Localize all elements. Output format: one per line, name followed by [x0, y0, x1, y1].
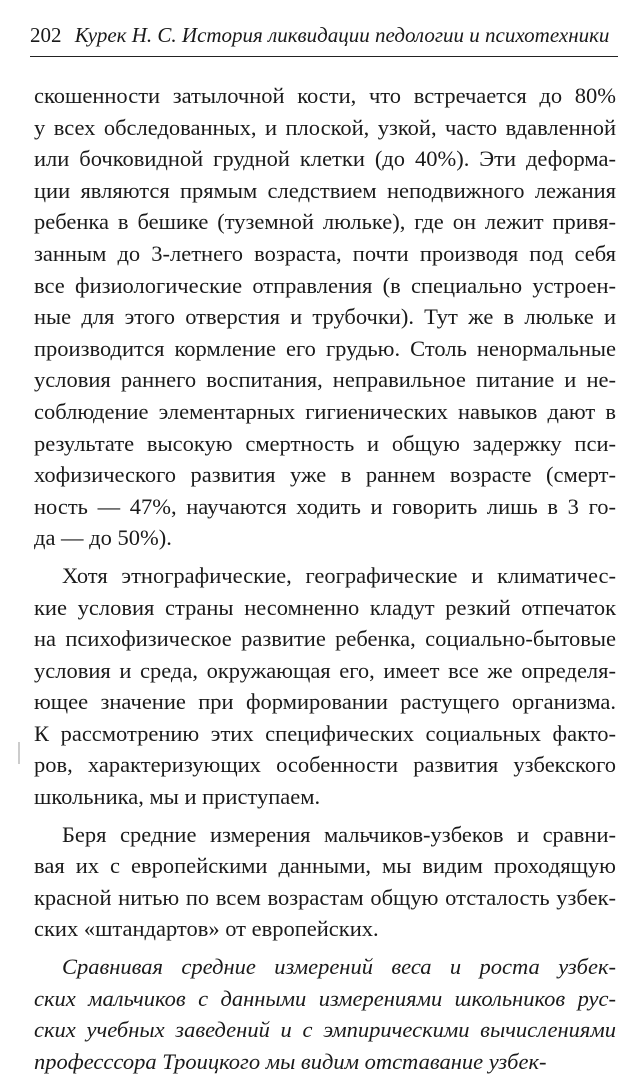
text-line: все физиологические отправления (в специально устроен-: [34, 272, 616, 298]
text-line: школьника, мы и приступаем.: [34, 784, 321, 810]
text-line: Хотя этнографические, географические и климатичес-: [62, 562, 616, 588]
text-line: ских «штандартов» от европейских.: [34, 916, 379, 942]
text-line: професссора Троицкого мы видим отставание узбек-: [34, 1048, 547, 1074]
text-line: соблюдение элементарных гигиенических навыков дают в: [34, 398, 616, 424]
text-line: Беря средние измерения мальчиков-узбеков и сравни-: [62, 821, 616, 847]
text-line: условия раннего воспитания, неправильное питание и не-: [34, 367, 616, 393]
text-line: условия и среда, окружающая его, имеет все же определя-: [34, 657, 616, 683]
text-line: кие условия страны несомненно кладут резкий отпечаток: [34, 594, 616, 620]
running-title: Курек Н. С. История ликвидации педологии и психотехники: [74, 23, 610, 47]
page-number: 202: [30, 23, 62, 47]
text-line: производится кормление его грудью. Столь ненормальные: [34, 335, 616, 361]
text-line: или бочковидной грудной клетки (до 40%). Эти деформа-: [34, 146, 616, 172]
text-line: К рассмотрению этих специфических социальных факто-: [34, 720, 616, 746]
paragraph: [34, 951, 616, 1077]
body-text: [34, 80, 616, 1077]
text-line: ность — 47%, научаются ходить и говорить лишь в 3 го-: [34, 493, 616, 519]
text-line: Сравнивая средние измерений веса и роста узбек-: [62, 954, 616, 980]
text-line: ров, характеризующих особенности развития узбекского: [34, 752, 616, 778]
text-line: на психофизическое развитие ребенка, социально-бытовые: [34, 626, 616, 652]
text-line: ции являются прямым следствием неподвижного лежания: [34, 177, 616, 203]
paragraph: [34, 819, 616, 945]
text-line: результате высокую смертность и общую задержку пси-: [34, 430, 616, 456]
text-line: вая их с европейскими данными, мы видим проходящую: [34, 853, 616, 879]
paragraph: [34, 80, 616, 554]
text-line: у всех обследованных, и плоской, узкой, часто вдавленной: [34, 114, 616, 140]
header-rule: [30, 56, 618, 57]
text-line: занным до 3-летнего возраста, почти производя под себя: [34, 240, 616, 266]
text-line: ющее значение при формировании растущего организма.: [34, 689, 616, 715]
text-line: ребенка в бешике (туземной люльке), где он лежит привя-: [34, 209, 616, 235]
text-line: ских учебных заведений и с эмпирическими вычислениями: [34, 1017, 616, 1043]
text-line: скошенности затылочной кости, что встречается до 80%: [34, 83, 616, 108]
text-line: хофизического развития уже в раннем возрасте (смерт-: [34, 462, 616, 488]
text-line: да — до 50%).: [34, 525, 172, 551]
margin-mark: [18, 742, 20, 764]
paragraph: [34, 560, 616, 813]
text-line: ные для этого отверстия и трубочки). Тут же в люльке и: [34, 304, 616, 330]
text-line: красной нитью по всем возрастам общую отсталость узбек-: [34, 884, 616, 910]
text-line: ских мальчиков с данными измерениями школьников рус-: [34, 985, 616, 1011]
running-head: [30, 22, 618, 48]
